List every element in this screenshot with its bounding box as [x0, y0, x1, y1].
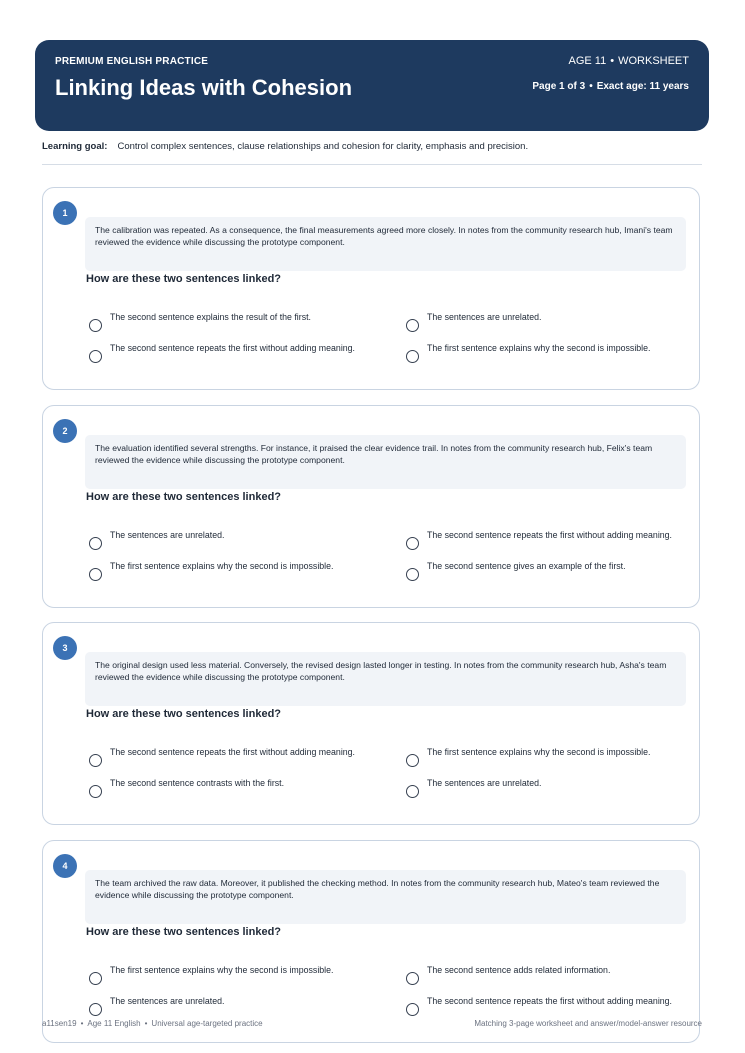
answer-option[interactable] — [403, 778, 713, 802]
page-info — [532, 81, 689, 92]
worksheet-header — [35, 40, 709, 131]
age-worksheet-label — [569, 55, 689, 67]
answer-option-label: The sentences are unrelated. — [427, 312, 542, 322]
answer-option[interactable] — [403, 996, 713, 1020]
radio-button[interactable] — [89, 319, 102, 332]
answer-option[interactable] — [403, 530, 713, 554]
radio-button[interactable] — [89, 350, 102, 363]
answer-option[interactable] — [403, 343, 713, 367]
brand-label: PREMIUM ENGLISH PRACTICE — [55, 56, 209, 67]
radio-button[interactable] — [406, 1003, 419, 1016]
radio-button[interactable] — [89, 568, 102, 581]
answer-option[interactable] — [403, 747, 713, 771]
footer-right: Matching 3-page worksheet and answer/model-answer resource — [474, 1019, 702, 1028]
question-card-3 — [42, 622, 700, 825]
answer-option-label: The second sentence gives an example of the first. — [427, 561, 626, 571]
answer-option-label: The first sentence explains why the second is impossible. — [110, 561, 334, 571]
question-card-1 — [42, 187, 700, 390]
answer-option-label: The second sentence adds related information. — [427, 965, 611, 975]
footer-left — [42, 1019, 263, 1028]
learning-goal-text: Control complex sentences, clause relationships and cohesion for clarity, emphasis and precision. — [117, 141, 529, 152]
answer-option-label: The sentences are unrelated. — [110, 996, 225, 1006]
learning-goal-label: Learning goal: — [42, 141, 108, 152]
question-passage: The calibration was repeated. As a consequence, the final measurements agreed more closely. In notes from the community research hub, Imani's team reviewed the evidence while discussing the prototype component. — [85, 217, 686, 271]
answer-option-label: The first sentence explains why the second is impossible. — [110, 965, 334, 975]
question-passage: The team archived the raw data. Moreover, it published the checking method. In notes from the community research hub, Mateo's team reviewed the evidence while discussing the prototype component. — [85, 870, 686, 924]
type-label: WORKSHEET — [618, 55, 689, 67]
question-number: 2 — [53, 419, 77, 443]
answer-option-label: The second sentence contrasts with the first. — [110, 778, 285, 788]
separator: • — [80, 1019, 84, 1028]
question-passage: The original design used less material. Conversely, the revised design lasted longer in testing. In notes from the community research hub, Asha's team reviewed the evidence while discussing the prototype component. — [85, 652, 686, 706]
age-label: AGE 11 — [568, 55, 607, 67]
answer-option-label: The second sentence repeats the first without adding meaning. — [110, 343, 355, 353]
radio-button[interactable] — [406, 537, 419, 550]
radio-button[interactable] — [89, 754, 102, 767]
answer-option[interactable] — [403, 561, 713, 585]
question-prompt: How are these two sentences linked? — [86, 491, 282, 503]
divider — [42, 164, 702, 165]
radio-button[interactable] — [406, 568, 419, 581]
answer-option-label: The first sentence explains why the second is impossible. — [427, 343, 651, 353]
answer-option[interactable] — [86, 778, 396, 802]
answer-option[interactable] — [86, 312, 396, 336]
learning-goal — [42, 141, 528, 152]
radio-button[interactable] — [406, 785, 419, 798]
page-title: Linking Ideas with Cohesion — [55, 75, 353, 100]
separator: • — [610, 55, 615, 67]
radio-button[interactable] — [406, 350, 419, 363]
answer-option-label: The second sentence repeats the first without adding meaning. — [427, 996, 672, 1006]
question-card-4 — [42, 840, 700, 1043]
question-number: 3 — [53, 636, 77, 660]
question-passage: The evaluation identified several strengths. For instance, it praised the clear evidence trail. In notes from the community research hub, Felix's team reviewed the evidence while discussing the prototype component. — [85, 435, 686, 489]
radio-button[interactable] — [406, 319, 419, 332]
radio-button[interactable] — [89, 1003, 102, 1016]
answer-option[interactable] — [86, 561, 396, 585]
radio-button[interactable] — [89, 785, 102, 798]
answer-option[interactable] — [86, 530, 396, 554]
footer-subject: Age 11 English — [87, 1019, 141, 1028]
footer-code: a11sen19 — [42, 1019, 77, 1028]
question-number: 1 — [53, 201, 77, 225]
radio-button[interactable] — [406, 754, 419, 767]
question-prompt: How are these two sentences linked? — [86, 708, 282, 720]
radio-button[interactable] — [89, 537, 102, 550]
answer-option-label: The second sentence explains the result of the first. — [110, 312, 311, 322]
footer-scope: Universal age-targeted practice — [151, 1019, 263, 1028]
separator: • — [589, 81, 593, 92]
answer-option-label: The sentences are unrelated. — [427, 778, 542, 788]
answer-option-label: The sentences are unrelated. — [110, 530, 225, 540]
answer-option-label: The second sentence repeats the first without adding meaning. — [427, 530, 672, 540]
answer-option[interactable] — [86, 747, 396, 771]
answer-option-label: The second sentence repeats the first without adding meaning. — [110, 747, 355, 757]
radio-button[interactable] — [406, 972, 419, 985]
separator: • — [144, 1019, 148, 1028]
radio-button[interactable] — [89, 972, 102, 985]
page-number: Page 1 of 3 — [532, 81, 586, 92]
question-prompt: How are these two sentences linked? — [86, 926, 282, 938]
question-prompt: How are these two sentences linked? — [86, 273, 282, 285]
answer-option[interactable] — [86, 996, 396, 1020]
question-number: 4 — [53, 854, 77, 878]
answer-option[interactable] — [403, 312, 713, 336]
answer-option[interactable] — [86, 965, 396, 989]
answer-option-label: The first sentence explains why the second is impossible. — [427, 747, 651, 757]
question-card-2 — [42, 405, 700, 608]
exact-age: Exact age: 11 years — [596, 81, 689, 92]
answer-option[interactable] — [86, 343, 396, 367]
answer-option[interactable] — [403, 965, 713, 989]
